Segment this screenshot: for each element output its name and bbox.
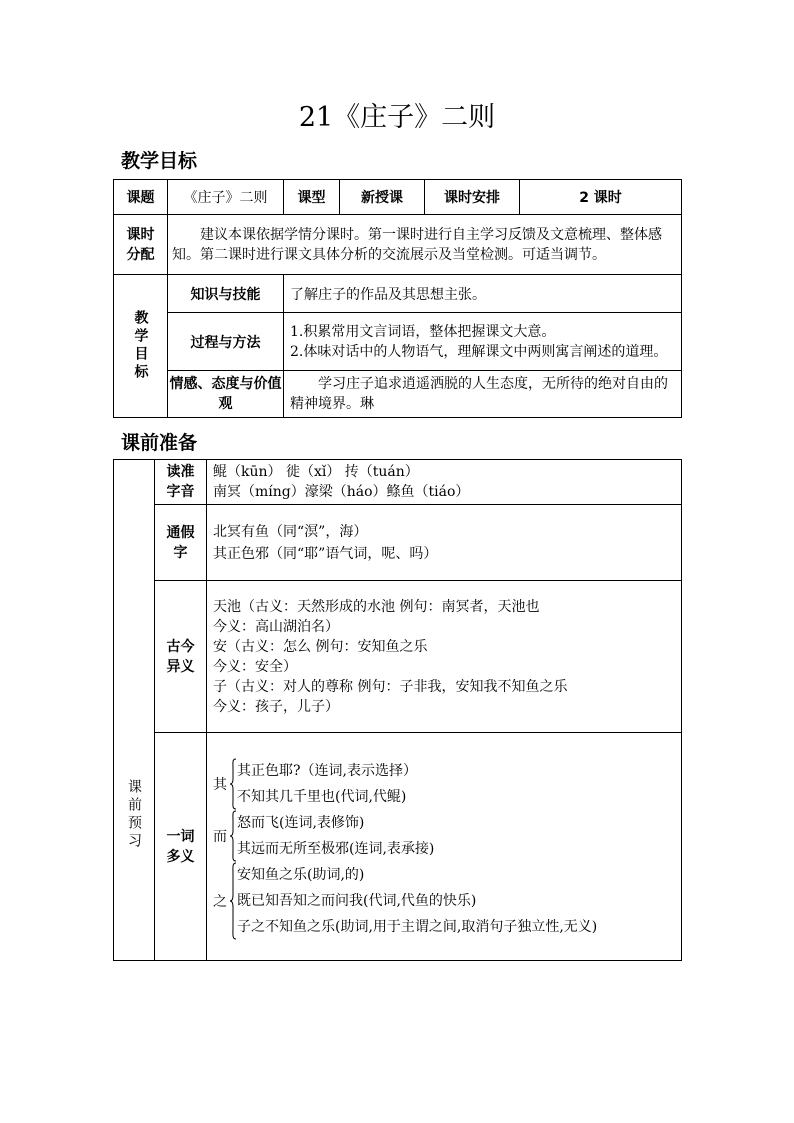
pronunciation-content: 鲲（kūn） 徙（xǐ） 抟（tuán） 南冥（míng）濠梁（háo）鲦鱼（tiáo）: [207, 460, 682, 505]
gujin-content: 天池（古义：天然形成的水池 例句：南冥者，天池也 今义：高山湖泊名） 安（古义：怎么 例句：安知鱼之乐 今义：安全） 子（古义：对人的尊称 例句：子非我，安知我不知鱼之乐 今义：孩子，儿子）: [207, 581, 682, 733]
objective-name-knowledge: 知识与技能: [168, 275, 284, 313]
section-heading-prep: 课前准备: [121, 432, 198, 454]
table-row: [114, 581, 682, 733]
brace-icon: [229, 758, 237, 810]
brace-icon: [229, 810, 237, 862]
objective-name-attitude: 情感、态度与价值观: [168, 371, 284, 418]
prep-table: [113, 459, 682, 961]
cell-value-schedule: 2 课时: [520, 180, 682, 215]
polysemy-group-zhi: 之 安知鱼之乐(助词,的) 既已知吾知之而问我(代词,代鱼的快乐) 子之不知鱼之乐(助词,用于主谓之间,取消句子独立性,无义): [213, 862, 681, 940]
table-row: [114, 275, 682, 313]
objective-name-process: 过程与方法: [168, 313, 284, 371]
page-title: 21《庄子》二则: [298, 102, 496, 133]
table-row: [114, 505, 682, 581]
cell-value-topic: 《庄子》二则: [168, 180, 284, 215]
cell-label-type: 课型: [284, 180, 340, 215]
yiduo-content: [207, 733, 682, 961]
objectives-side-label: 教学目标: [114, 275, 168, 418]
label-yiduo: 一词多义: [155, 733, 207, 961]
polysemy-group-er: 而 怒而飞(连词,表修饰) 其远而无所至极邪(连词,表承接): [213, 810, 681, 862]
label-pronunciation: 读准字音: [155, 460, 207, 505]
prep-side-label: 课前预习: [114, 460, 155, 961]
table-row: [114, 180, 682, 215]
objective-text-knowledge: 了解庄子的作品及其思想主张。: [284, 275, 682, 313]
polysemy-group-qi: 其 其正色耶?（连词,表示选择） 不知其几千里也(代词,代鲲): [213, 758, 681, 810]
table-row: [114, 215, 682, 275]
objective-text-process: 1.积累常用文言词语，整体把握课文大意。 2.体味对话中的人物语气，理解课文中两则寓言阐述的道理。: [284, 313, 682, 371]
objective-text-attitude: 学习庄子追求逍遥洒脱的人生态度，无所待的绝对自由的精神境界。琳: [284, 371, 682, 418]
cell-label-schedule: 课时安排: [425, 180, 520, 215]
section-heading-goals: 教学目标: [121, 150, 198, 172]
tongjia-content: 北冥有鱼（同“溟”，海） 其正色邪（同“耶”语气词，呢、吗）: [207, 505, 682, 581]
table-row: [114, 313, 682, 371]
goals-table: [113, 179, 682, 418]
cell-label-allocation: 课时分配: [114, 215, 168, 275]
cell-label-topic: 课题: [114, 180, 168, 215]
cell-value-type: 新授课: [340, 180, 425, 215]
label-gujin: 古今异义: [155, 581, 207, 733]
table-row: [114, 733, 682, 961]
table-row: [114, 460, 682, 505]
brace-icon: [229, 862, 237, 940]
table-row: [114, 371, 682, 418]
label-tongjia: 通假字: [155, 505, 207, 581]
allocation-text: 建议本课依据学情分课时。第一课时进行自主学习反馈及文意梳理、整体感知。第二课时进行课文具体分析的交流展示及当堂检测。可适当调节。: [168, 215, 682, 275]
